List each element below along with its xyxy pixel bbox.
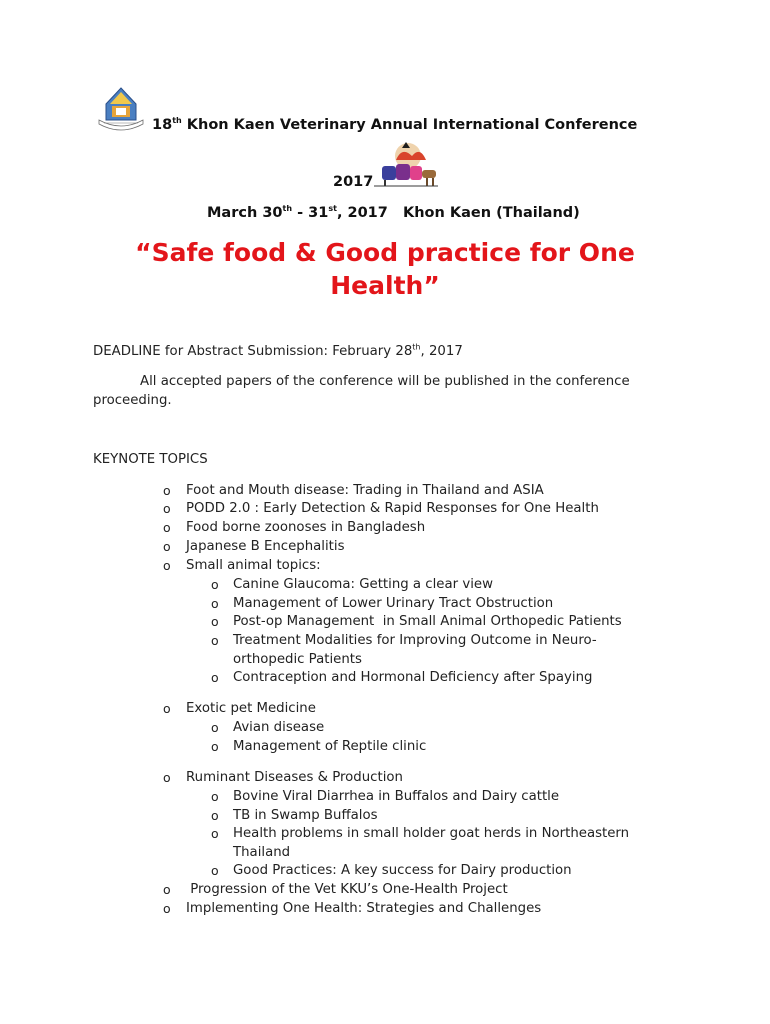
bullet-marker: o bbox=[211, 863, 219, 878]
bullet-marker: o bbox=[163, 539, 171, 554]
bullet-marker: o bbox=[211, 789, 219, 804]
subtopic-neuro-cont: orthopedic Patients bbox=[233, 652, 362, 667]
subtopic-reptile: o Management of Reptile clinic bbox=[211, 739, 427, 754]
subtopic-bvd: o Bovine Viral Diarrhea in Buffalos and Dairy cattle bbox=[211, 789, 560, 804]
bullet-marker: o bbox=[163, 501, 171, 516]
subtopic-tb: o TB in Swamp Buffalos bbox=[211, 808, 378, 823]
topic-foot-mouth: o Foot and Mouth disease: Trading in Thailand and ASIA bbox=[163, 483, 544, 498]
subtopic-post-op: o Post-op Management in Small Animal Orthopedic Patients bbox=[211, 614, 622, 629]
bullet-marker: o bbox=[211, 808, 219, 823]
bullet-marker: o bbox=[211, 720, 219, 735]
subtopic-contraception: o Contraception and Hormonal Deficiency after Spaying bbox=[211, 670, 593, 685]
bullet-marker: o bbox=[163, 483, 171, 498]
bullet-marker: o bbox=[211, 739, 219, 754]
animals-illustration bbox=[372, 140, 440, 190]
topic-ruminant: o Ruminant Diseases & Production bbox=[163, 770, 403, 785]
topic-japanese-b: o Japanese B Encephalitis bbox=[163, 539, 345, 554]
subtopic-canine-glaucoma: o Canine Glaucoma: Getting a clear view bbox=[211, 577, 493, 592]
bullet-marker: o bbox=[211, 614, 219, 629]
subtopic-neuro: o Treatment Modalities for Improving Outcome in Neuro- bbox=[211, 633, 597, 648]
publication-note-line-2: proceeding. bbox=[93, 393, 172, 408]
bullet-marker: o bbox=[163, 882, 171, 897]
abstract-deadline: DEADLINE for Abstract Submission: February 28th, 2017 bbox=[93, 342, 463, 359]
conference-dates: March 30th - 31st, 2017 Khon Kaen (Thailand) bbox=[207, 204, 580, 221]
theme-line-1: “Safe food & Good practice for One bbox=[135, 238, 635, 267]
theme-line-2: Health” bbox=[330, 271, 440, 300]
topic-food-borne: o Food borne zoonoses in Bangladesh bbox=[163, 520, 426, 535]
topic-vet-kku: o Progression of the Vet KKU’s One-Health Project bbox=[163, 882, 508, 897]
bullet-marker: o bbox=[211, 670, 219, 685]
bullet-marker: o bbox=[163, 770, 171, 785]
topic-exotic-pet: o Exotic pet Medicine bbox=[163, 701, 316, 716]
bullet-marker: o bbox=[211, 826, 219, 841]
topic-podd: o PODD 2.0 : Early Detection & Rapid Responses for One Health bbox=[163, 501, 599, 516]
bullet-marker: o bbox=[211, 577, 219, 592]
bullet-marker: o bbox=[163, 901, 171, 916]
topic-one-health: o Implementing One Health: Strategies and Challenges bbox=[163, 901, 542, 916]
subtopic-avian: o Avian disease bbox=[211, 720, 325, 735]
keynote-heading: KEYNOTE TOPICS bbox=[93, 452, 208, 467]
university-seal-logo bbox=[96, 86, 146, 134]
conference-year: 2017 bbox=[333, 174, 374, 190]
bullet-marker: o bbox=[163, 520, 171, 535]
bullet-marker: o bbox=[211, 596, 219, 611]
conference-theme bbox=[60, 236, 710, 302]
subtopic-goat-herds: o Health problems in small holder goat herds in Northeastern bbox=[211, 826, 630, 841]
publication-note-line-1: All accepted papers of the conference will be published in the conference bbox=[140, 374, 630, 389]
subtopic-goat-herds-cont: Thailand bbox=[233, 845, 291, 860]
bullet-marker: o bbox=[211, 633, 219, 648]
subtopic-urinary: o Management of Lower Urinary Tract Obstruction bbox=[211, 596, 554, 611]
conference-title: 18th Khon Kaen Veterinary Annual International Conference bbox=[152, 116, 638, 133]
bullet-marker: o bbox=[163, 701, 171, 716]
subtopic-dairy: o Good Practices: A key success for Dairy production bbox=[211, 863, 572, 878]
topic-small-animal: o Small animal topics: bbox=[163, 558, 321, 573]
bullet-marker: o bbox=[163, 558, 171, 573]
